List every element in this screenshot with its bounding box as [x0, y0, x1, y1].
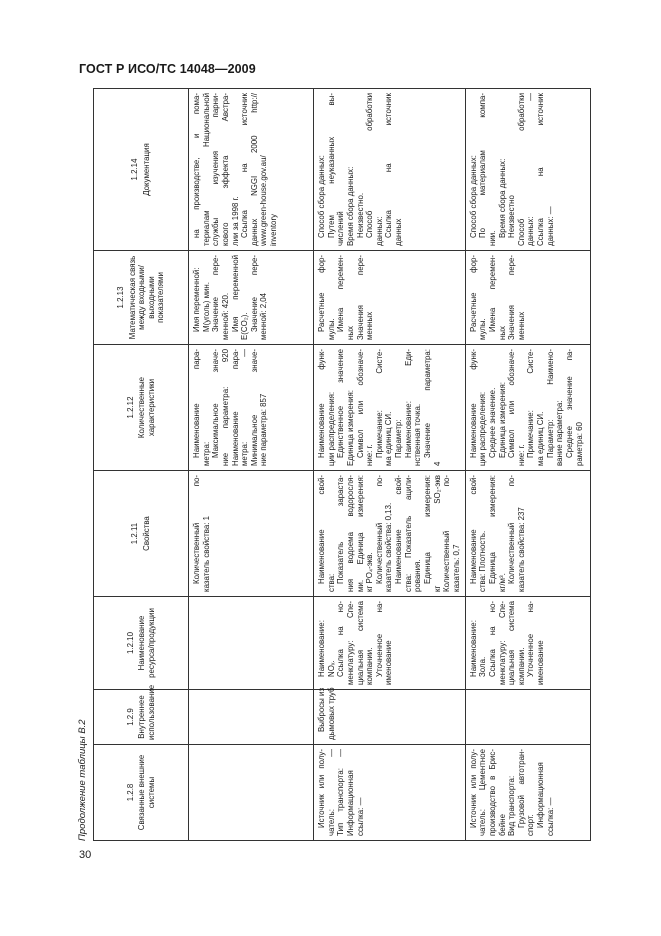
cell-text-line: Показатель зараста-	[336, 475, 346, 584]
cell-text-line: Время сбора данных:	[497, 158, 507, 238]
cell-text-line: Ссылка на источник	[384, 93, 394, 238]
cell-text-line: менной: 2,04	[259, 292, 269, 340]
cell-text-line: менной: 420.	[220, 292, 230, 340]
cell-text-line: Расчетные фор-	[317, 255, 326, 332]
cell-text-line: Ссылка на источник	[536, 93, 546, 246]
cell-text-line: ние параметра: 857	[259, 393, 269, 466]
cell-text-line: inventory	[269, 213, 279, 246]
table-cell	[465, 345, 590, 471]
cell-text-line: Символ или обозначе-	[355, 349, 365, 458]
table-cell	[465, 89, 590, 251]
column-header: 1.2.13 Математическая связь между входными/выходными показателями	[94, 251, 189, 345]
cell-text-line: Наименование функ-	[317, 349, 326, 458]
cell-text-line: Единица измерения:	[345, 390, 355, 466]
cell-text-line: метра: —	[240, 349, 250, 466]
cell-text-line: ма единиц СИ.	[536, 411, 546, 466]
cell-text-line: Путем неуказанных вы-	[326, 93, 336, 238]
table-cell	[314, 471, 466, 597]
cell-text-line: лии за 1998 г.	[230, 196, 240, 246]
cell-text-line: казатель свойства: 1	[201, 516, 211, 592]
table-cell	[189, 345, 314, 471]
cell-text-line: Имена перемен-	[336, 255, 346, 332]
cell-text-line: Имя переменной	[230, 255, 240, 332]
column-header: 1.2.14 Документация	[94, 89, 189, 251]
table-cell	[189, 597, 314, 690]
cell-text-line: ства: Плотность.	[478, 530, 488, 592]
cell-text-line: на производстве, и пома-	[192, 93, 201, 238]
cell-text-line: Неизвестно.	[355, 192, 365, 238]
cell-text-line: Тип транспорта: —	[336, 749, 346, 836]
cell-text-line: Время сбора данных:	[345, 166, 355, 246]
cell-text-line: ции распределения:	[478, 391, 488, 466]
cell-text-line: www.green-house.gov.au/	[259, 155, 269, 246]
table-cell	[314, 687, 466, 745]
table-cell	[465, 471, 590, 597]
cell-text-line: раметра: 60	[574, 422, 584, 466]
cell-text-line: ми. Единица измерения:	[355, 475, 365, 592]
cell-text-line: Способ обработки	[365, 93, 375, 238]
table-row	[465, 89, 590, 841]
cell-text-line: казатель свойства: 0,13.	[384, 502, 394, 592]
cell-text-line: Значения пере-	[507, 255, 517, 340]
cell-text-line: Информационная	[345, 770, 355, 836]
table-caption: Продолжение таблицы В.2	[77, 719, 88, 841]
cell-text-line: Уточненное на-	[526, 601, 536, 677]
cell-text-line: ссылка: —	[355, 797, 365, 836]
cell-text-line: Вид транспорта:	[507, 775, 517, 836]
cell-text-line: Наименование пара-	[192, 349, 201, 458]
cell-text-line: бейне	[497, 814, 507, 836]
cell-text-line: мулы.	[478, 318, 488, 340]
cell-text-line: Наименование пара-	[230, 349, 240, 466]
cell-text-line: Примечание: Систе-	[374, 349, 384, 458]
cell-text-line: Способ сбора данных:	[317, 155, 326, 238]
cell-text-line: нии.	[487, 230, 497, 246]
cell-text-line: Параметр:	[394, 419, 404, 458]
cell-text-line: ние: г.	[365, 444, 375, 466]
cell-text-line: рования.	[413, 559, 423, 592]
cell-text-line: Наименование функ-	[468, 349, 478, 458]
table-cell	[465, 597, 590, 690]
cell-text-line: По материалам компа-	[478, 93, 488, 238]
cell-text-line: Источник или полу-	[317, 749, 326, 828]
cell-text-line: данных:	[374, 216, 384, 246]
table-cell	[314, 251, 466, 345]
cell-text-line: ссылка: —	[545, 797, 555, 836]
cell-text-line: териалам Национальной	[201, 93, 211, 246]
cell-text-line: производство в Брис-	[487, 749, 497, 836]
cell-text-line: нственная точка.	[413, 403, 423, 466]
cell-text-line: службы изучения парни-	[211, 93, 221, 246]
cell-text-line: ных	[345, 326, 355, 340]
cell-text-line: компании.	[516, 647, 526, 685]
cell-text-line: Среднее значение.	[487, 387, 497, 458]
cell-text-line: спорт.	[526, 814, 536, 836]
cell-text-line: циальная система	[355, 601, 365, 685]
data-table	[93, 88, 591, 841]
table-cell	[465, 745, 590, 841]
cell-text-line: числений	[336, 211, 346, 246]
cell-text-line: 4	[432, 461, 442, 466]
cell-text-line: Наименование свой-	[394, 475, 404, 584]
cell-text-line: данных: —	[526, 93, 536, 246]
cell-text-line: ных	[497, 326, 507, 340]
cell-text-line: данных: —	[545, 206, 555, 246]
cell-text-line: E(CO₂).	[240, 312, 250, 340]
cell-text-line: Значения пере-	[355, 255, 365, 340]
cell-text-line: Ссылка на но-	[336, 601, 346, 677]
cell-text-line: Информационная	[536, 762, 546, 828]
cell-text-line: менклатуру: Спе-	[497, 601, 507, 685]
cell-text-line: Расчетные фор-	[468, 255, 478, 332]
cell-text-line: казатель свойства: 237	[516, 507, 526, 592]
cell-text-line: Наименование свой-	[468, 475, 478, 584]
cell-text-line: Количественный по-	[192, 475, 201, 584]
column-header: 1.2.10 Наименование ресурса/продукции	[94, 597, 189, 690]
cell-text-line: Зола.	[478, 656, 488, 677]
table-cell	[314, 745, 466, 841]
cell-text-line: Единица измерения:	[497, 382, 507, 458]
cell-text-line: Значение пере-	[211, 255, 221, 332]
cell-text-line: данных NGGI 2000 http://	[249, 93, 259, 246]
table-cell	[314, 597, 466, 690]
cell-text-line: именование	[384, 640, 394, 685]
cell-text-line: кг SO₂-экв	[432, 475, 442, 592]
cell-text-line: Параметр: Наимено-	[545, 349, 555, 458]
table-cell	[314, 89, 466, 251]
page-number: 30	[79, 849, 92, 861]
cell-text-line: Количественный по-	[442, 475, 452, 592]
cell-text-line: Способ обработки	[516, 93, 526, 246]
cell-text-line: циальная система	[507, 601, 517, 685]
cell-text-line: чатель: Цементное	[478, 749, 488, 836]
cell-text-line: ние параметра: 920	[220, 349, 230, 466]
cell-text-line: данных	[394, 218, 404, 246]
cell-text-line: Единица измерения:	[423, 475, 433, 584]
column-header: 1.2.9 Внутреннее использование	[94, 690, 189, 745]
cell-text-line: мулы.	[326, 318, 336, 340]
cell-text-line: ния водоема водоросля-	[345, 475, 355, 592]
cell-text-line: менных	[365, 311, 375, 340]
cell-text-line: ние: г.	[516, 444, 526, 466]
table-cell	[314, 345, 466, 471]
cell-text-line: Значение параметра:	[423, 349, 433, 458]
table-cell	[189, 471, 314, 597]
cell-text-line: ма единиц СИ.	[384, 411, 394, 466]
column-header: 1.2.12 Количественные характеристики	[94, 345, 189, 471]
cell-text-line: вание параметра:	[555, 400, 565, 466]
cell-text-line: компании.	[365, 647, 375, 685]
column-header: 1.2.8 Связанные внешние системы	[94, 745, 189, 841]
cell-text-line: Количественный по-	[374, 475, 384, 584]
table-row	[314, 89, 466, 841]
cell-text-line: Неизвестно	[507, 195, 517, 238]
cell-text-line: Единственное значение	[336, 349, 346, 458]
document-header: ГОСТ Р ИСО/ТС 14048—2009	[79, 62, 256, 76]
cell-text-line: Источник или полу-	[468, 749, 478, 828]
cell-text-line: Количественный по-	[507, 475, 517, 584]
cell-text-line: именование	[536, 640, 546, 685]
cell-text-line: Выбросы из	[317, 687, 326, 732]
cell-text-line: менклатуру: Спе-	[345, 601, 355, 685]
rotated-table-block	[75, 89, 599, 841]
cell-text-line: кг PO₄-экв.	[365, 552, 375, 592]
cell-text-line: Примечание: Систе-	[526, 349, 536, 458]
cell-text-line: NOₓ.	[326, 660, 336, 677]
cell-text-line: ции распределения:	[326, 391, 336, 466]
cell-text-line: Символ или обозначе-	[507, 349, 517, 458]
column-header: 1.2.11 Свойства	[94, 471, 189, 597]
cell-text-line: дымовых труб	[326, 687, 336, 740]
cell-text-line: казатель: 0,7	[451, 544, 461, 592]
cell-text-line: Имена перемен-	[487, 255, 497, 332]
cell-text-line: Минимальное значе-	[249, 349, 259, 466]
cell-text-line: Наименование свой-	[317, 475, 326, 584]
cell-text-line: Уточненное на-	[374, 601, 384, 677]
cell-text-line: Значение пере-	[249, 255, 259, 332]
cell-text-line: Наименование:	[317, 620, 326, 677]
cell-text-line: Способ сбора данных:	[468, 155, 478, 238]
table-cell	[189, 89, 314, 251]
cell-text-line: Среднее значение па-	[565, 349, 575, 458]
table-cell	[189, 251, 314, 345]
cell-text-line: метра:	[201, 441, 211, 466]
table-cell	[189, 690, 314, 745]
cell-text-line: Грузовой автотран-	[516, 749, 526, 828]
cell-text-line: чатель: —	[326, 749, 336, 836]
cell-text-line: менных	[516, 311, 526, 340]
cell-text-line: ства:	[326, 573, 336, 592]
table-cell	[189, 745, 314, 841]
cell-text-line: ства: Показатель ацили-	[403, 475, 413, 592]
cell-text-line: Ссылка на но-	[487, 601, 497, 677]
cell-text-line: Максимальное значе-	[211, 349, 221, 458]
table-header-row	[94, 89, 189, 841]
cell-text-line: Наименование: Еди-	[403, 349, 413, 458]
cell-text-line: Имя переменной:	[192, 267, 201, 332]
cell-text-line: Ссылка на источник	[240, 93, 250, 238]
table-cell	[465, 251, 590, 345]
cell-text-line: Единица измерения:	[487, 475, 497, 584]
cell-text-line: Наименование:	[468, 620, 478, 677]
cell-text-line: кг/м³.	[497, 573, 507, 592]
cell-text-line: M(уголь) мин.	[201, 282, 211, 332]
table-cell	[465, 690, 590, 745]
table-row	[189, 89, 314, 841]
cell-text-line: кового эффекта Австра-	[220, 93, 230, 246]
